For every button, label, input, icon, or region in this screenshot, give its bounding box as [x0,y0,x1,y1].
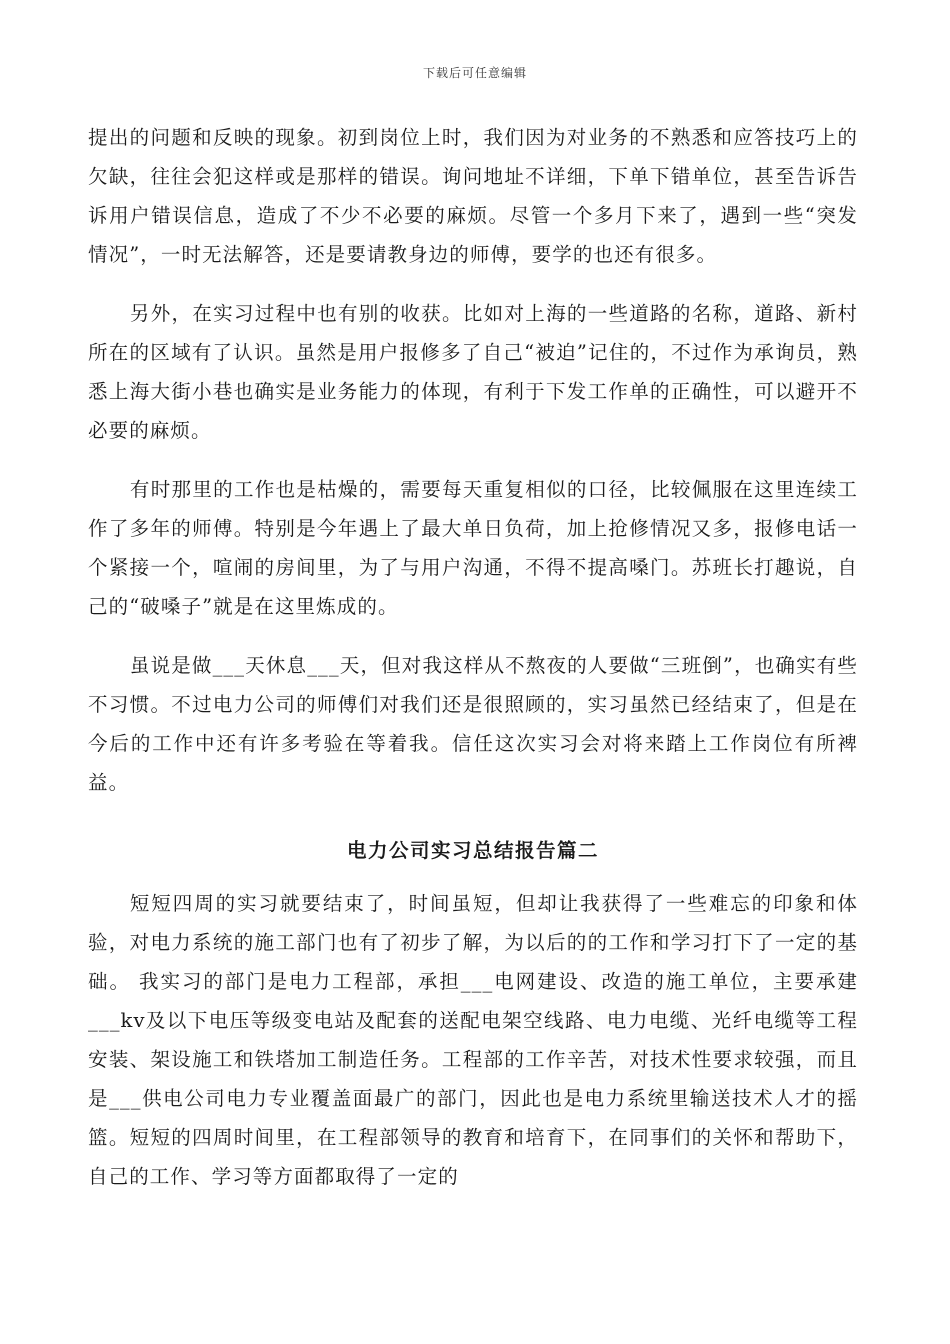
paragraph-other-gains: 另外，在实习过程中也有别的收获。比如对上海的一些道路的名称，道路、新村所在的区域有了认识。虽然是用户报修多了自己“被迫”记住的，不过作为承询员，熟悉上海大街小巷也确实是业务能力的体现，有利于下发工作单的正确性，可以避开不必要的麻烦。 [88,302,858,442]
paragraph-shift-schedule: 虽说是做___天休息___天，但对我这样从不熬夜的人要做“三班倒”，也确实有些不习惯。不过电力公司的师傅们对我们还是很照顾的，实习虽然已经结束了，但是在今后的工作中还有许多考验在等着我。信任这次实习会对将来踏上工作岗位有所裨益。 [88,654,858,794]
paragraph-boring-work: 有时那里的工作也是枯燥的，需要每天重复相似的口径，比较佩服在这里连续工作了多年的师傅。特别是今年遇上了最大单日负荷，加上抢修情况又多，报修电话一个紧接一个，喧闹的房间里，为了与用户沟通，不得不提高嗓门。苏班长打趣说，自己的“破嗓子”就是在这里炼成的。 [88,478,858,618]
section-title: 电力公司实习总结报告篇二 [346,839,599,862]
page-header-note: 下载后可任意编辑 [422,66,527,80]
paragraph-continuation: 提出的问题和反映的现象。初到岗位上时，我们因为对业务的不熟悉和应答技巧上的欠缺，往往会犯这样或是那样的错误。询问地址不详细，下单下错单位，甚至告诉告诉用户错误信息，造成了不少不必要的麻烦。尽管一个多月下来了，遇到一些“突发情况”，一时无法解答，还是要请教身边的师傅，要学的也还有很多。 [88,126,858,266]
document-body [88,118,858,1196]
paragraph-part-two-intro: 短短四周的实习就要结束了，时间虽短，但却让我获得了一些难忘的印象和体验，对电力系统的施工部门也有了初步了解，为以后的的工作和学习打下了一定的基础。 我实习的部门是电力工程部，承担___电网建设、改造的施工单位，主要承建___kv及以下电压等级变电站及配套的送配电架空线路、电力电缆、光纤电缆等工程安装、架设施工和铁塔加工制造任务。工程部的工作辛苦，对技术性要求较强，而且是___供电公司电力专业覆盖面最广的部门，因此也是电力系统里输送技术人才的摇篮。短短的四周时间里，在工程部领导的教育和培育下，在同事们的关怀和帮助下，自己的工作、学习等方面都取得了一定的 [88,892,858,1188]
